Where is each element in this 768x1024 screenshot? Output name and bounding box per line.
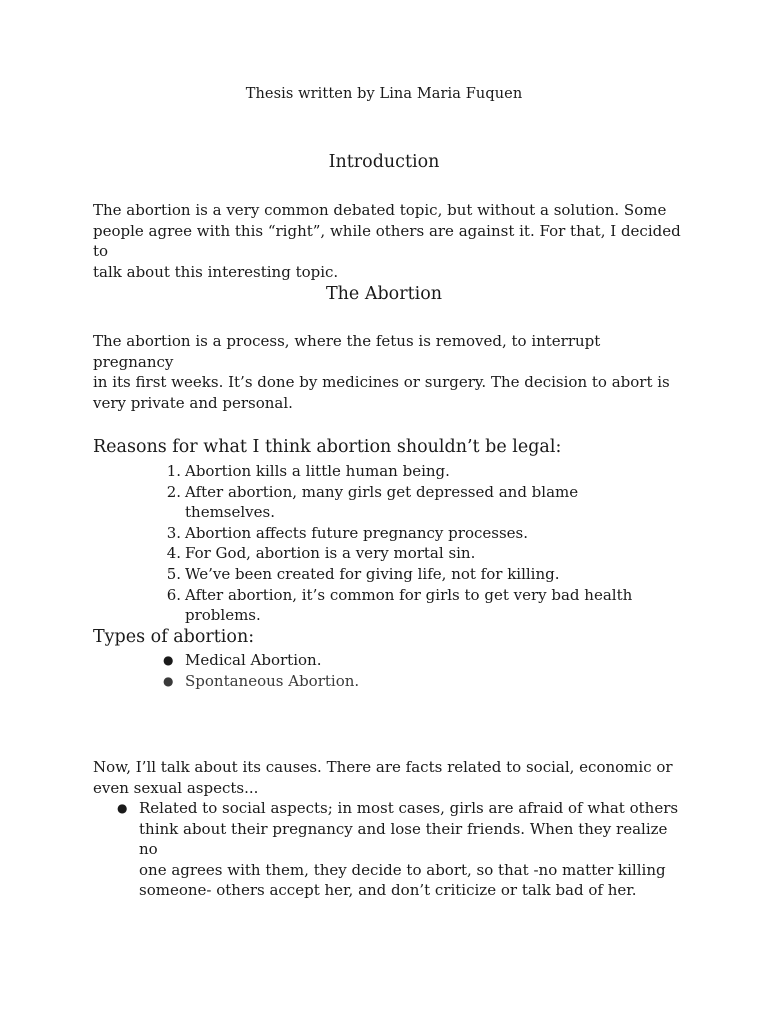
list-item: 5. We’ve been created for giving life, not for killing. [166,564,560,583]
paragraph-line: even sexual aspects... [93,778,259,797]
bullet-icon: ● [117,801,128,815]
list-item: 1. Abortion kills a little human being. [166,462,450,480]
paragraph-line: think about their pregnancy and lose their friends. When they realize no [139,819,668,859]
list-item: 3. Abortion affects future pregnancy processes. [166,523,528,542]
bullet-icon: ● [163,673,174,688]
list-item [117,798,679,901]
causes-list [117,798,679,901]
list-item: 6. After abortion, it’s common for girls to get very bad health problems. [166,585,633,625]
author-byline: Thesis written by Lina Maria Fuquen [245,86,523,102]
types-heading: Types of abortion: [93,627,255,647]
paragraph-line: The abortion is a very common debated topic, but without a solution. Some [93,201,667,219]
list-item: 4. For God, abortion is a very mortal sin. [166,544,476,563]
list-item: ● Medical Abortion. [163,651,322,669]
paragraph-line: The abortion is a process, where the fetus is removed, to interrupt pregnancy [93,332,601,371]
list-item: 2. After abortion, many girls get depressed and blame themselves. [166,482,579,522]
types-list [163,650,655,691]
reasons-list [166,461,655,626]
paragraph-line: people agree with this “right”, while others are against it. For that, I decided to [93,221,681,261]
abortion-paragraph [93,331,683,413]
causes-paragraph [93,757,683,798]
reasons-heading: Reasons for what I think abortion shouldn’t be legal: [93,437,562,457]
paragraph-line: very private and personal. [93,393,293,412]
list-item: ● Spontaneous Abortion. [163,671,360,690]
paragraph-line: one agrees with them, they decide to abort, so that -no matter killing [139,860,666,879]
bullet-icon: ● [163,653,174,667]
the-abortion-heading: The Abortion [325,284,443,304]
introduction-paragraph [93,200,683,282]
paragraph-line: talk about this interesting topic. [93,262,339,281]
introduction-heading: Introduction [328,152,440,172]
paragraph-line: someone- others accept her, and don’t criticize or talk bad of her. [139,881,637,900]
paragraph-line: Now, I’ll talk about its causes. There are facts related to social, economic or [93,758,673,776]
paragraph-line: in its first weeks. It’s done by medicines or surgery. The decision to abort is [93,373,670,392]
paragraph-line: Related to social aspects; in most cases, girls are afraid of what others [139,799,679,817]
